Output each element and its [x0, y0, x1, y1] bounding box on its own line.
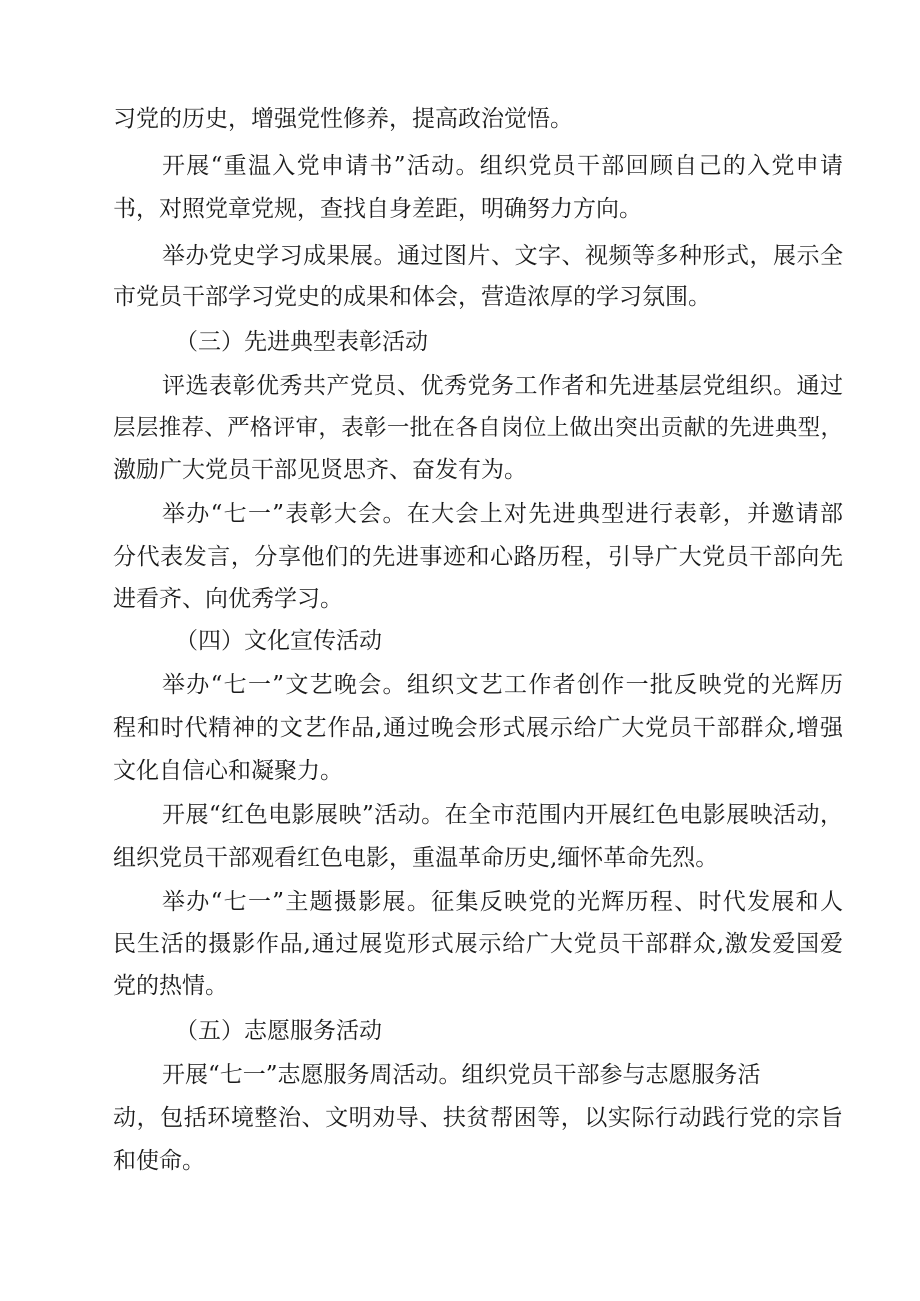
paragraph-line: 和使命。: [113, 1148, 205, 1174]
paragraph-line: 书，对照党章党规，查找自身差距，明确努力方向。: [113, 196, 642, 222]
paragraph-line: 举办“七一”表彰大会。在大会上对先进典型进行表彰，并邀请部: [162, 501, 843, 527]
paragraph-line: 举办党史学习成果展。通过图片、文字、视频等多种形式，展示全: [162, 243, 843, 269]
paragraph-line: 程和时代精神的文艺作品,通过晚会形式展示给广大党员干部群众,增强: [113, 715, 843, 741]
paragraph-line: 动，包括环境整治、文明劝导、扶贫帮困等，以实际行动践行党的宗旨: [113, 1105, 843, 1131]
paragraph-line: 党的热情。: [113, 973, 228, 999]
paragraph-line: 习党的历史，增强党性修养，提高政治觉悟。: [113, 106, 573, 132]
paragraph-line: 举办“七一”主题摄影展。征集反映党的光辉历程、时代发展和人: [162, 889, 843, 915]
paragraph-line: 开展“七一”志愿服务周活动。组织党员干部参与志愿服务活: [162, 1062, 761, 1088]
paragraph-line: 文化自信心和凝聚力。: [113, 758, 343, 784]
section-heading: （四）文化宣传活动: [175, 628, 382, 654]
paragraph-line: 组织党员干部观看红色电影，重温革命历史,缅怀革命先烈。: [113, 845, 719, 871]
paragraph-line: 激励广大党员干部见贤思齐、奋发有为。: [113, 457, 527, 483]
paragraph-line: 评选表彰优秀共产党员、优秀党务工作者和先进基层党组织。通过: [162, 373, 843, 399]
paragraph-line: 开展“重温入党申请书”活动。组织党员干部回顾自己的入党申请: [162, 153, 843, 179]
paragraph-line: 开展“红色电影展映”活动。在全市范围内开展红色电影展映活动，: [162, 802, 843, 828]
section-heading: （三）先进典型表彰活动: [175, 329, 428, 355]
paragraph-line: 进看齐、向优秀学习。: [113, 586, 343, 612]
section-heading: （五）志愿服务活动: [175, 1018, 382, 1044]
paragraph-line: 层层推荐、严格评审，表彰一批在各自岗位上做出突出贡献的先进典型，: [113, 415, 843, 441]
paragraph-line: 市党员干部学习党史的成果和体会，营造浓厚的学习氛围。: [113, 284, 711, 310]
paragraph-line: 分代表发言，分享他们的先进事迹和心路历程，引导广大党员干部向先: [113, 544, 843, 570]
paragraph-line: 举办“七一”文艺晚会。组织文艺工作者创作一批反映党的光辉历: [162, 672, 843, 698]
paragraph-line: 民生活的摄影作品,通过展览形式展示给广大党员干部群众,激发爱国爱: [113, 931, 843, 957]
